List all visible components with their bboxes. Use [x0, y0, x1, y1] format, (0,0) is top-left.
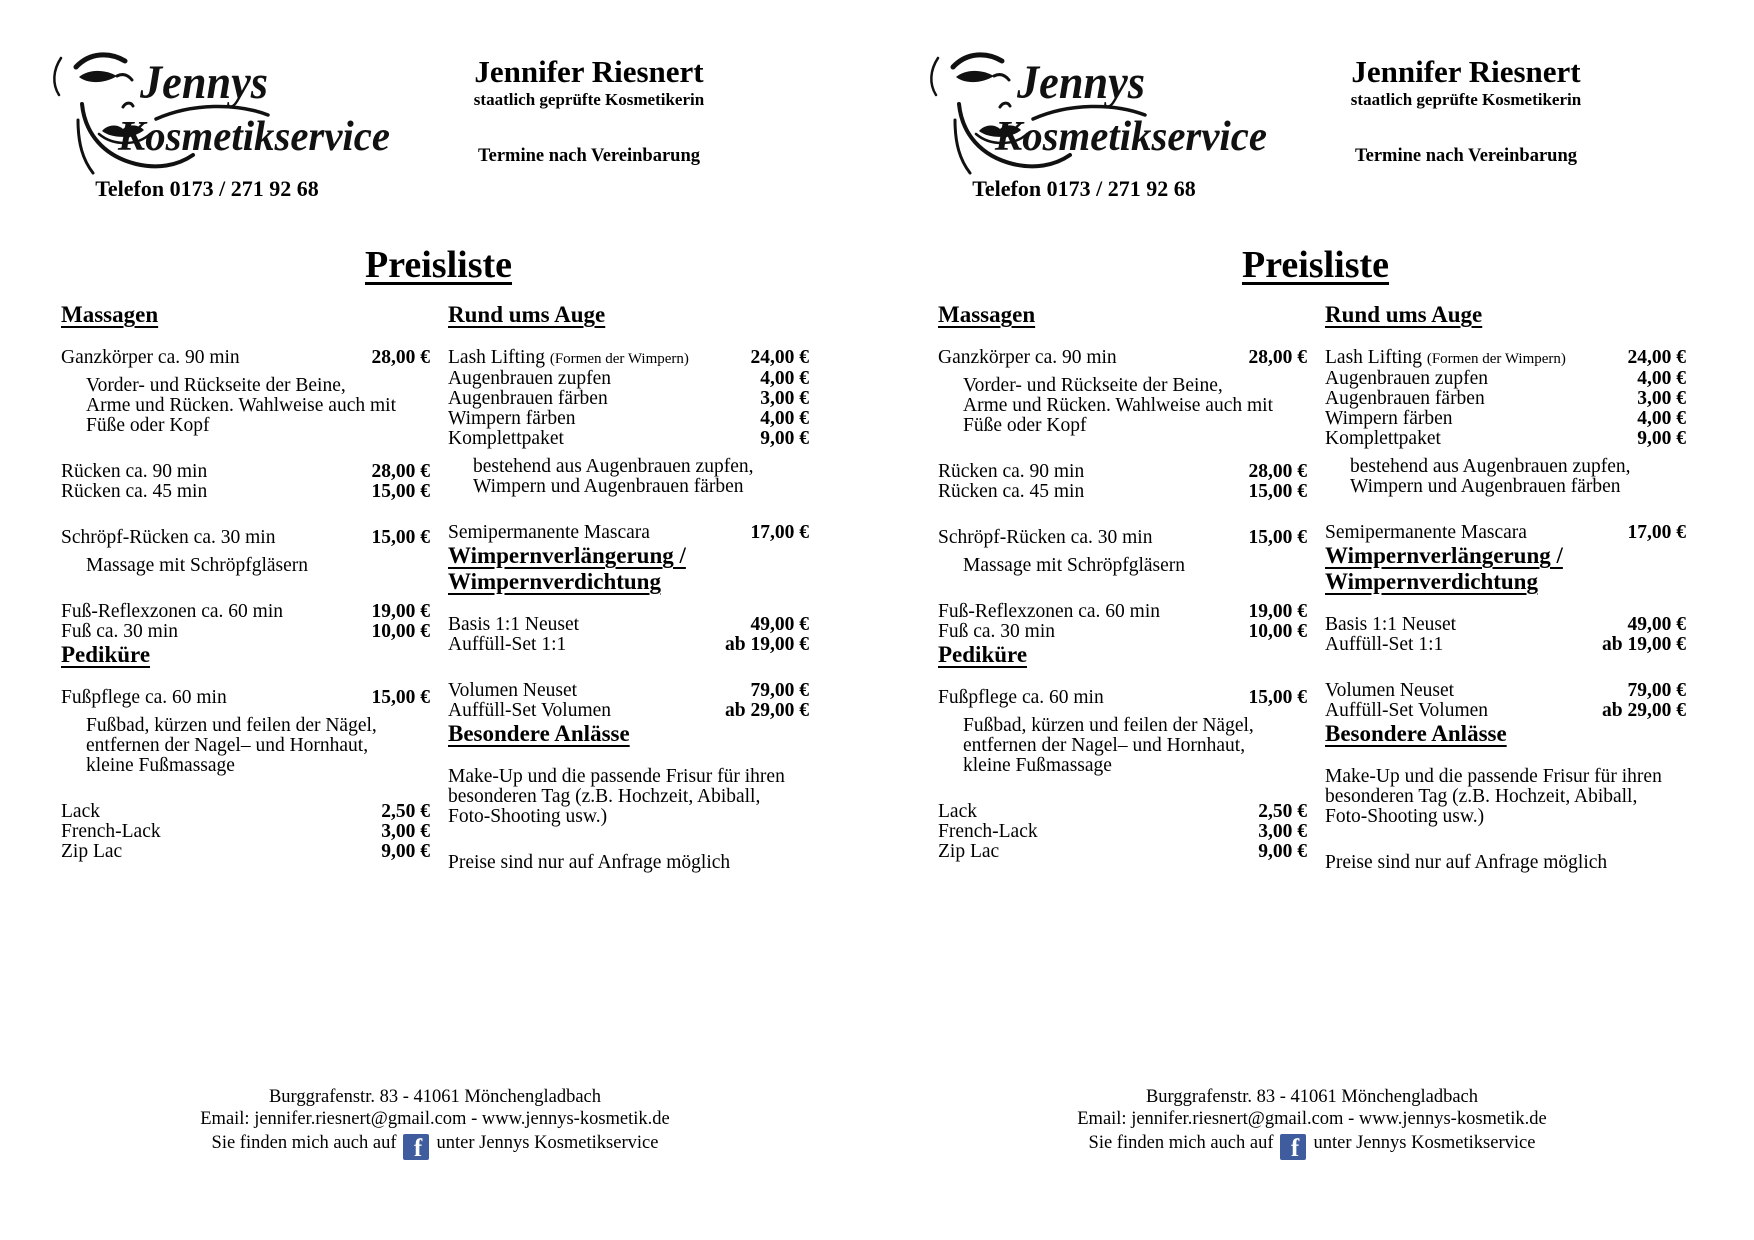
price-row-price: 9,00 € — [760, 428, 809, 449]
logo-face-icon — [52, 46, 400, 176]
price-row-label: Semipermanente Mascara — [448, 522, 650, 543]
price-row — [938, 528, 1307, 548]
price-row-label: Rücken ca. 45 min — [938, 481, 1085, 502]
appointment-note: Termine nach Vereinbarung — [1354, 146, 1578, 166]
price-row-price: ab 29,00 € — [725, 700, 809, 721]
owner-name: Jennifer Riesnert — [1351, 54, 1581, 89]
footer-social-prefix: Sie finden mich auch auf — [1088, 1133, 1274, 1153]
price-row-price: 17,00 € — [750, 522, 809, 543]
service-description: bestehend aus Augenbrauen zupfen, Wimpern und Augenbrauen färben — [473, 456, 754, 497]
price-row-price: 49,00 € — [1627, 614, 1686, 635]
price-row-note: (Formen der Wimpern) — [1426, 351, 1566, 367]
price-row-label: Lack — [61, 801, 100, 822]
price-row-price: 9,00 € — [1637, 428, 1686, 449]
service-description: bestehend aus Augenbrauen zupfen, Wimpern und Augenbrauen färben — [1350, 456, 1631, 497]
price-row-price: 9,00 € — [1258, 841, 1307, 862]
price-row — [938, 842, 1307, 862]
price-row-price: 24,00 € — [1627, 347, 1686, 368]
section-paragraph: Make-Up und die passende Frisur für ihren besonderen Tag (z.B. Hochzeit, Abiball, Foto-Shooting usw.) — [448, 766, 785, 827]
price-row — [61, 622, 430, 642]
price-row-label: Wimpern färben — [448, 408, 576, 429]
price-row — [61, 462, 430, 482]
footer — [938, 1086, 1686, 1160]
footer-social-suffix: unter Jennys Kosmetikservice — [1313, 1133, 1536, 1153]
section-heading-wimpern: Wimpernverlängerung / Wimpernverdichtung — [1325, 543, 1563, 594]
price-note: Preise sind nur auf Anfrage möglich — [448, 852, 731, 873]
price-row — [1325, 523, 1686, 543]
service-description: Massage mit Schröpfgläsern — [963, 555, 1186, 576]
price-row-label: Volumen Neuset — [448, 680, 578, 701]
price-row-label: Rücken ca. 90 min — [938, 461, 1085, 482]
price-row — [1325, 409, 1686, 429]
section-heading-pedikuere: Pediküre — [938, 642, 1028, 667]
facebook-icon — [403, 1134, 429, 1160]
section-heading-pedikuere: Pediküre — [61, 642, 151, 667]
price-row-price: ab 29,00 € — [1602, 700, 1686, 721]
section-heading-auge: Rund ums Auge — [448, 302, 606, 327]
price-row — [938, 462, 1307, 482]
service-description: Fußbad, kürzen und feilen der Nägel, entfernen der Nagel– und Hornhaut, kleine Fußmassage — [86, 715, 377, 776]
price-row-price: 15,00 € — [1248, 687, 1307, 708]
price-row-price: 15,00 € — [371, 687, 430, 708]
price-row-price: 2,50 € — [1258, 801, 1307, 822]
price-row-label: Basis 1:1 Neuset — [448, 614, 580, 635]
price-row-label: Wimpern färben — [1325, 408, 1453, 429]
brand-logo — [929, 46, 1277, 176]
footer-contact: Email: jennifer.riesnert@gmail.com - www.jennys-kosmetik.de — [200, 1109, 670, 1129]
price-row-price: 4,00 € — [1637, 368, 1686, 389]
column-right — [1325, 302, 1686, 873]
price-row-price: 19,00 € — [1248, 601, 1307, 622]
price-row-price: 19,00 € — [371, 601, 430, 622]
price-row-price: 28,00 € — [371, 461, 430, 482]
facebook-icon — [1280, 1134, 1306, 1160]
logo-text-line1: Jennys — [139, 56, 268, 109]
price-row — [1325, 429, 1686, 449]
price-row-price: 28,00 € — [1248, 461, 1307, 482]
price-row — [938, 602, 1307, 622]
price-row-label: Auffüll-Set Volumen — [448, 700, 612, 721]
service-description: Vorder- und Rückseite der Beine, Arme und Rücken. Wahlweise auch mit Füße oder Kopf — [86, 375, 396, 436]
footer-address: Burggrafenstr. 83 - 41061 Mönchengladbach — [268, 1087, 602, 1107]
price-row-label: Rücken ca. 45 min — [61, 481, 208, 502]
price-row-label: Auffüll-Set Volumen — [1325, 700, 1489, 721]
price-row-label: Komplettpaket — [1325, 428, 1441, 449]
owner-name: Jennifer Riesnert — [474, 54, 704, 89]
section-heading-anlaesse: Besondere Anlässe — [1325, 721, 1507, 746]
logo-text-line1: Jennys — [1016, 56, 1145, 109]
price-row-price: 3,00 € — [381, 821, 430, 842]
section-heading-anlaesse: Besondere Anlässe — [448, 721, 630, 746]
footer-social-suffix: unter Jennys Kosmetikservice — [436, 1133, 659, 1153]
price-row-label: Schröpf-Rücken ca. 30 min — [938, 527, 1153, 548]
price-row-label: Semipermanente Mascara — [1325, 522, 1527, 543]
price-row-label: Fuß-Reflexzonen ca. 60 min — [61, 601, 284, 622]
price-list-title: Preisliste — [1241, 244, 1390, 286]
price-row-label: Fuß ca. 30 min — [938, 621, 1055, 642]
price-row-price: 4,00 € — [760, 408, 809, 429]
column-left — [61, 302, 430, 873]
price-row-price: 3,00 € — [1637, 388, 1686, 409]
price-row — [1325, 701, 1686, 721]
price-row-price: 2,50 € — [381, 801, 430, 822]
owner-block — [438, 54, 740, 167]
footer-address: Burggrafenstr. 83 - 41061 Mönchengladbach — [1145, 1087, 1479, 1107]
price-list-title: Preisliste — [364, 244, 513, 286]
facebook-letter: f — [1290, 1135, 1300, 1160]
price-row-price: 28,00 € — [371, 347, 430, 368]
price-row-label: Lash Lifting (Formen der Wimpern) — [1325, 347, 1566, 368]
footer — [61, 1086, 809, 1160]
price-row-label: Augenbrauen färben — [1325, 388, 1485, 409]
price-row-label: Augenbrauen färben — [448, 388, 608, 409]
price-row-price: 9,00 € — [381, 841, 430, 862]
price-row — [1325, 635, 1686, 655]
price-row — [938, 348, 1307, 368]
price-row-label: French-Lack — [938, 821, 1038, 842]
footer-social-line — [61, 1132, 809, 1160]
price-row — [1325, 348, 1686, 369]
logo-face-icon — [929, 46, 1277, 176]
service-description: Vorder- und Rückseite der Beine, Arme und Rücken. Wahlweise auch mit Füße oder Kopf — [963, 375, 1273, 436]
price-row — [61, 482, 430, 502]
price-note: Preise sind nur auf Anfrage möglich — [1325, 852, 1608, 873]
logo-text-line2: Kosmetikservice — [994, 114, 1267, 160]
price-row-price: 3,00 € — [1258, 821, 1307, 842]
price-row — [1325, 615, 1686, 635]
footer-social-prefix: Sie finden mich auch auf — [211, 1133, 397, 1153]
price-row-label: Auffüll-Set 1:1 — [448, 634, 567, 655]
price-row — [1325, 681, 1686, 701]
price-row-label: Komplettpaket — [448, 428, 564, 449]
column-left — [938, 302, 1307, 873]
price-row — [1325, 389, 1686, 409]
section-heading-wimpern: Wimpernverlängerung / Wimpernverdichtung — [448, 543, 686, 594]
price-row-note: (Formen der Wimpern) — [549, 351, 689, 367]
price-row-label: Basis 1:1 Neuset — [1325, 614, 1457, 635]
price-row-label: Schröpf-Rücken ca. 30 min — [61, 527, 276, 548]
price-columns — [938, 302, 1686, 873]
price-row-label: Zip Lac — [938, 841, 1000, 862]
price-row-label: Fuß-Reflexzonen ca. 60 min — [938, 601, 1161, 622]
phone-number: Telefon 0173 / 271 92 68 — [95, 176, 319, 201]
price-row — [448, 701, 809, 721]
price-row-label: Augenbrauen zupfen — [448, 368, 611, 389]
service-description: Massage mit Schröpfgläsern — [86, 555, 309, 576]
price-row — [61, 348, 430, 368]
logo-text-line2: Kosmetikservice — [117, 114, 390, 160]
price-row-label: Auffüll-Set 1:1 — [1325, 634, 1444, 655]
price-row-label: Lash Lifting (Formen der Wimpern) — [448, 347, 689, 368]
section-heading-massagen: Massagen — [938, 302, 1036, 327]
price-row-price: 17,00 € — [1627, 522, 1686, 543]
price-row — [448, 369, 809, 389]
price-row-label: Fußpflege ca. 60 min — [938, 687, 1104, 708]
price-row — [938, 482, 1307, 502]
owner-subtitle: staatlich geprüfte Kosmetikerin — [1350, 90, 1582, 109]
price-row — [938, 688, 1307, 708]
phone-number: Telefon 0173 / 271 92 68 — [972, 176, 1196, 201]
price-row-price: 24,00 € — [750, 347, 809, 368]
price-row — [1325, 369, 1686, 389]
price-row-label: Fußpflege ca. 60 min — [61, 687, 227, 708]
price-row — [61, 842, 430, 862]
flyer-right — [877, 0, 1754, 1240]
price-columns — [61, 302, 809, 873]
price-row-label: French-Lack — [61, 821, 161, 842]
price-row — [448, 523, 809, 543]
price-row — [448, 681, 809, 701]
price-row-label: Volumen Neuset — [1325, 680, 1455, 701]
price-row — [448, 429, 809, 449]
price-row-label: Rücken ca. 90 min — [61, 461, 208, 482]
price-row — [448, 615, 809, 635]
price-row-price: 15,00 € — [371, 527, 430, 548]
price-row — [938, 802, 1307, 822]
section-heading-massagen: Massagen — [61, 302, 159, 327]
price-row-label: Augenbrauen zupfen — [1325, 368, 1488, 389]
brand-logo — [52, 46, 400, 176]
price-row — [61, 688, 430, 708]
price-row-price: 28,00 € — [1248, 347, 1307, 368]
price-row-price: 4,00 € — [1637, 408, 1686, 429]
price-row-price: 4,00 € — [760, 368, 809, 389]
price-row-label: Ganzkörper ca. 90 min — [938, 347, 1117, 368]
section-heading-auge: Rund ums Auge — [1325, 302, 1483, 327]
price-row-price: 10,00 € — [1248, 621, 1307, 642]
footer-contact: Email: jennifer.riesnert@gmail.com - www.jennys-kosmetik.de — [1077, 1109, 1547, 1129]
price-row — [61, 802, 430, 822]
column-right — [448, 302, 809, 873]
price-row-price: 49,00 € — [750, 614, 809, 635]
footer-social-line — [938, 1132, 1686, 1160]
owner-subtitle: staatlich geprüfte Kosmetikerin — [473, 90, 705, 109]
price-row — [61, 602, 430, 622]
price-row — [448, 389, 809, 409]
price-row — [448, 348, 809, 369]
price-row-label: Fuß ca. 30 min — [61, 621, 178, 642]
price-row-label: Ganzkörper ca. 90 min — [61, 347, 240, 368]
price-row — [61, 822, 430, 842]
price-row-price: 15,00 € — [1248, 527, 1307, 548]
owner-block — [1315, 54, 1617, 167]
price-row-label: Lack — [938, 801, 977, 822]
price-row — [61, 528, 430, 548]
price-row-price: 3,00 € — [760, 388, 809, 409]
price-row-price: 15,00 € — [371, 481, 430, 502]
price-row — [448, 409, 809, 429]
price-row-price: 15,00 € — [1248, 481, 1307, 502]
price-row-price: ab 19,00 € — [725, 634, 809, 655]
facebook-letter: f — [413, 1135, 423, 1160]
price-row-price: 79,00 € — [1627, 680, 1686, 701]
service-description: Fußbad, kürzen und feilen der Nägel, entfernen der Nagel– und Hornhaut, kleine Fußmassage — [963, 715, 1254, 776]
price-row-price: ab 19,00 € — [1602, 634, 1686, 655]
appointment-note: Termine nach Vereinbarung — [477, 146, 701, 166]
section-paragraph: Make-Up und die passende Frisur für ihren besonderen Tag (z.B. Hochzeit, Abiball, Foto-Shooting usw.) — [1325, 766, 1662, 827]
price-row-price: 79,00 € — [750, 680, 809, 701]
price-row — [448, 635, 809, 655]
price-row-label: Zip Lac — [61, 841, 123, 862]
price-row — [938, 822, 1307, 842]
price-row-price: 10,00 € — [371, 621, 430, 642]
price-row — [938, 622, 1307, 642]
